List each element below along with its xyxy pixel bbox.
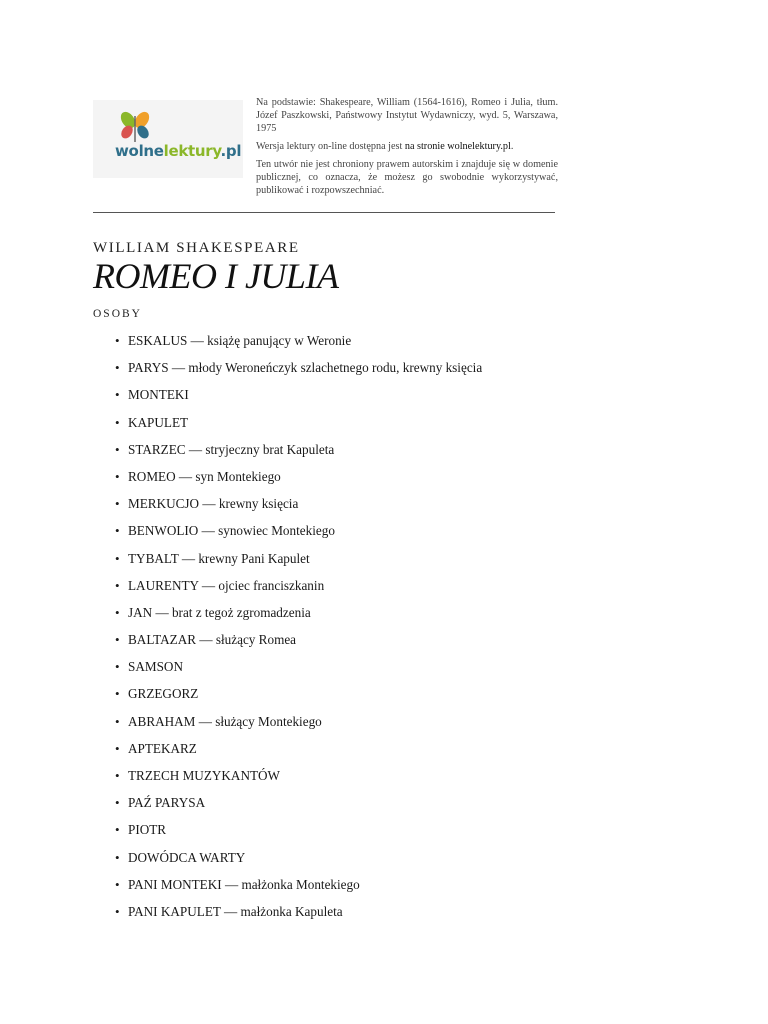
character-list-item — [115, 876, 555, 903]
character-list-item — [115, 713, 555, 740]
bullet-dot-icon: • — [115, 550, 120, 566]
character-entry: APTEKARZ — [128, 740, 197, 756]
character-entry: STARZEC — stryjeczny brat Kapuleta — [128, 441, 335, 457]
character-list-item — [115, 903, 555, 930]
character-list-item — [115, 522, 555, 549]
document-metadata — [256, 96, 558, 202]
character-entry: BENWOLIO — synowiec Montekiego — [128, 523, 335, 539]
character-list-item — [115, 685, 555, 712]
author-name: WILLIAM SHAKESPEARE — [93, 240, 300, 256]
bullet-dot-icon: • — [115, 822, 120, 838]
bullet-dot-icon: • — [115, 740, 120, 756]
character-list-item — [115, 767, 555, 794]
character-entry: ROMEO — syn Montekiego — [128, 468, 281, 484]
character-entry: KAPULET — [128, 414, 189, 430]
online-version-note — [256, 140, 558, 153]
character-entry: GRZEGORZ — [128, 686, 199, 702]
character-list-item — [115, 495, 555, 522]
license-note: Ten utwór nie jest chroniony prawem autorskim i znajduje się w domenie publicznej, co oznacza, że możesz go swobodnie wykorzystywać, publikować i rozpowszechniać. — [256, 159, 558, 196]
document-header — [93, 96, 558, 213]
online-suffix: . — [510, 141, 514, 152]
character-list-item — [115, 658, 555, 685]
logo-word-pl: .pl — [220, 142, 242, 160]
logo-wordmark — [115, 142, 241, 160]
character-list-item — [115, 849, 555, 876]
character-list — [115, 332, 555, 930]
character-entry: TYBALT — krewny Pani Kapulet — [128, 550, 310, 566]
bullet-dot-icon: • — [115, 604, 120, 620]
character-entry: BALTAZAR — służący Romea — [128, 632, 297, 648]
bullet-dot-icon: • — [115, 523, 120, 539]
character-list-item — [115, 604, 555, 631]
logo-word-wolne: wolne — [115, 142, 164, 160]
bullet-dot-icon: • — [115, 333, 120, 348]
character-list-item — [115, 468, 555, 495]
wolnelektury-logo[interactable] — [93, 100, 243, 178]
bullet-dot-icon: • — [115, 632, 120, 648]
character-entry: DOWÓDCA WARTY — [128, 849, 246, 865]
wolnelektury-link[interactable]: na stronie wolnelektury.pl — [404, 141, 511, 152]
bullet-dot-icon: • — [115, 686, 120, 702]
character-entry: PIOTR — [128, 822, 167, 838]
bullet-dot-icon: • — [115, 360, 120, 376]
character-entry: ESKALUS — książę panujący w Weronie — [128, 333, 352, 348]
bullet-dot-icon: • — [115, 795, 120, 811]
character-list-item — [115, 550, 555, 577]
character-list-item — [115, 577, 555, 604]
bullet-dot-icon: • — [115, 713, 120, 729]
section-heading: OSOBY — [93, 308, 142, 320]
logo-word-lektury: lektury — [163, 142, 221, 160]
character-entry: PAŹ PARYSA — [128, 795, 206, 811]
work-title: ROMEO I JULIA — [93, 256, 339, 296]
bullet-dot-icon: • — [115, 387, 120, 403]
character-entry: ABRAHAM — służący Montekiego — [128, 713, 322, 729]
character-list-item — [115, 332, 555, 359]
bullet-dot-icon: • — [115, 659, 120, 675]
character-entry: SAMSON — [128, 659, 183, 675]
bullet-dot-icon: • — [115, 496, 120, 512]
bullet-dot-icon: • — [115, 903, 120, 919]
character-list-item — [115, 740, 555, 767]
character-list-item — [115, 386, 555, 413]
character-list-item — [115, 794, 555, 821]
bullet-dot-icon: • — [115, 441, 120, 457]
butterfly-leaves-icon — [115, 110, 155, 144]
character-entry: PANI KAPULET — małżonka Kapuleta — [128, 903, 343, 919]
character-entry: LAURENTY — ojciec franciszkanin — [128, 577, 325, 593]
character-list-item — [115, 631, 555, 658]
character-entry: PARYS — młody Weroneńczyk szlachetnego rodu, krewny księcia — [128, 360, 483, 376]
character-list-item — [115, 359, 555, 386]
bullet-dot-icon: • — [115, 849, 120, 865]
bullet-dot-icon: • — [115, 468, 120, 484]
source-info: Na podstawie: Shakespeare, William (1564-1616), Romeo i Julia, tłum. Józef Paszkowski, Państwowy Instytut Wydawniczy, wyd. 5, Warszawa, 1975 — [256, 97, 558, 134]
online-prefix: Wersja lektury on-line dostępna jest — [256, 141, 405, 152]
bullet-dot-icon: • — [115, 577, 120, 593]
character-entry: MONTEKI — [128, 387, 189, 403]
character-entry: JAN — brat z tegoż zgromadzenia — [128, 604, 311, 620]
character-entry: MERKUCJO — krewny księcia — [128, 496, 299, 512]
character-list-item — [115, 821, 555, 848]
character-entry: PANI MONTEKI — małżonka Montekiego — [128, 876, 360, 892]
bullet-dot-icon: • — [115, 768, 120, 783]
character-entry: TRZECH MUZYKANTÓW — [128, 768, 281, 783]
bullet-dot-icon: • — [115, 876, 120, 892]
character-list-item — [115, 414, 555, 441]
bullet-dot-icon: • — [115, 414, 120, 430]
character-list-item — [115, 441, 555, 468]
